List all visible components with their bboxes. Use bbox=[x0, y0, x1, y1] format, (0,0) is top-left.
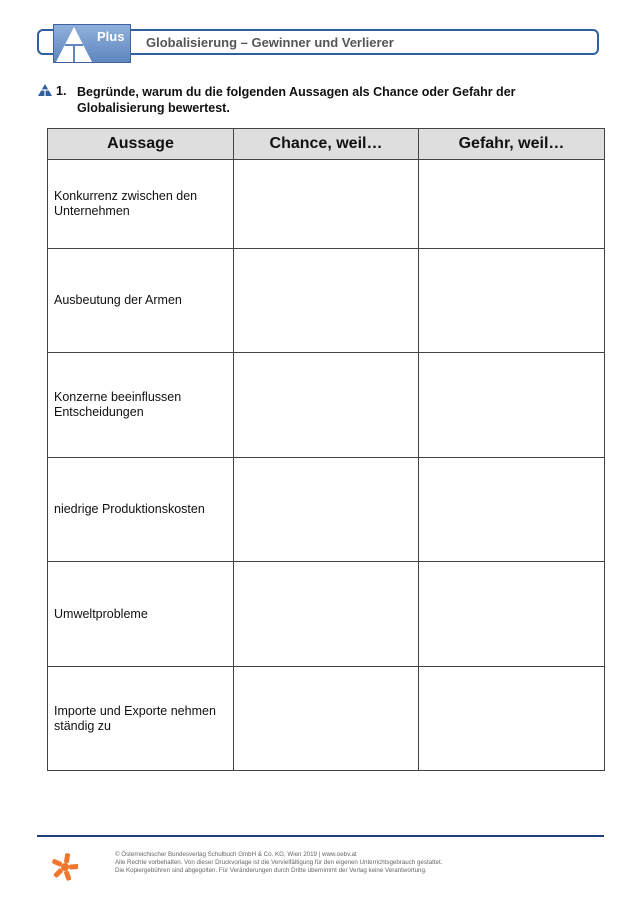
chance-answer-cell[interactable] bbox=[234, 249, 419, 353]
statement-line: Importe und Exporte nehmen bbox=[54, 703, 216, 718]
task-line-1: Begründe, warum du die folgenden Aussagen als Chance oder Gefahr der bbox=[77, 85, 516, 99]
gefahr-answer-cell[interactable] bbox=[419, 249, 605, 353]
task-instruction bbox=[77, 84, 557, 116]
gefahr-answer-cell[interactable] bbox=[419, 160, 605, 249]
chance-answer-cell[interactable] bbox=[234, 667, 419, 771]
gefahr-answer-cell[interactable] bbox=[419, 667, 605, 771]
gefahr-answer-cell[interactable] bbox=[419, 562, 605, 667]
gefahr-answer-cell[interactable] bbox=[419, 353, 605, 458]
statement-line: ständig zu bbox=[54, 718, 111, 733]
statement-line: Unternehmen bbox=[54, 204, 130, 218]
table-row bbox=[48, 249, 605, 353]
statement-line: Entscheidungen bbox=[54, 405, 144, 419]
statement-cell bbox=[48, 353, 234, 458]
page-title: Globalisierung – Gewinner und Verlierer bbox=[146, 35, 394, 50]
statement-line: Ausbeutung der Armen bbox=[54, 293, 182, 307]
publisher-logo-icon bbox=[52, 852, 78, 882]
task-line-2: Globalisierung bewertest. bbox=[77, 101, 230, 115]
footer-divider bbox=[37, 835, 604, 837]
statement-line: Konzerne beeinflussen bbox=[54, 390, 182, 404]
table-header-row bbox=[48, 129, 605, 160]
gefahr-answer-cell[interactable] bbox=[419, 458, 605, 562]
header-chance: Chance, weil… bbox=[234, 129, 419, 160]
header-gefahr: Gefahr, weil… bbox=[419, 129, 605, 160]
plus-logo bbox=[53, 24, 131, 63]
statement-cell bbox=[48, 160, 234, 249]
statement-line: Konkurrenz zwischen den bbox=[54, 189, 198, 203]
table-row bbox=[48, 353, 605, 458]
worksheet-table bbox=[47, 128, 605, 771]
chance-answer-cell[interactable] bbox=[234, 160, 419, 249]
chance-answer-cell[interactable] bbox=[234, 562, 419, 667]
logo-label: Plus bbox=[97, 29, 125, 44]
chance-answer-cell[interactable] bbox=[234, 353, 419, 458]
table-row bbox=[48, 458, 605, 562]
statement-cell bbox=[48, 562, 234, 667]
statement-cell bbox=[48, 667, 234, 771]
table-row bbox=[48, 562, 605, 667]
copyright-line: © Österreichischer Bundesverlag Schulbuch GmbH & Co. KG, Wien 2019 | www.oebv.at bbox=[115, 851, 357, 858]
statement-cell bbox=[48, 249, 234, 353]
task-number: 1. bbox=[56, 84, 67, 98]
copyright-notice bbox=[115, 851, 555, 875]
rights-line: Alle Rechte vorbehalten. Von dieser Druckvorlage ist die Vervielfältigung für den eigenen Unterrichtsgebrauch gestattet. bbox=[115, 859, 443, 866]
statement-cell bbox=[48, 458, 234, 562]
fees-line: Die Kopiergebühren sind abgegolten. Für Veränderungen durch Dritte übernimmt der Verlag keine Verantwortung. bbox=[115, 867, 427, 874]
header-aussage: Aussage bbox=[48, 129, 234, 160]
table-row bbox=[48, 160, 605, 249]
chance-answer-cell[interactable] bbox=[234, 458, 419, 562]
pyramid-task-icon bbox=[38, 84, 52, 96]
statement-line: niedrige Produktionskosten bbox=[54, 502, 205, 516]
table-row bbox=[48, 667, 605, 771]
statement-line: Umweltprobleme bbox=[54, 606, 148, 621]
